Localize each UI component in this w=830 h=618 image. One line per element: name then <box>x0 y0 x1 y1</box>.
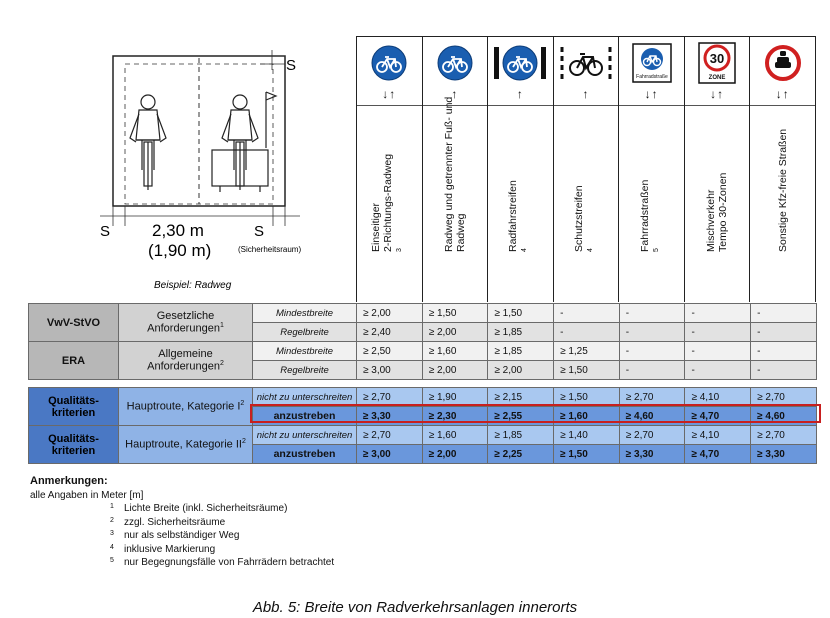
table-cell: ≥ 2,55 <box>488 407 554 426</box>
table-cell: - <box>619 304 685 323</box>
row-category: Qualitäts- kriterien <box>29 388 119 426</box>
table-cell: - <box>619 342 685 361</box>
direction-arrows: ↓↑ <box>775 87 790 101</box>
column-label: Radfahrstreifen $^4$ <box>507 180 529 252</box>
cyclist-left-icon <box>130 95 166 190</box>
table-cell: ≥ 3,00 <box>357 445 423 464</box>
table-cell: - <box>685 361 751 380</box>
table-cell: ≥ 2,00 <box>422 361 488 380</box>
note-item: 4 inklusive Markierung <box>110 543 216 555</box>
table-cell: ≥ 3,00 <box>357 361 423 380</box>
table-cell: ≥ 4,10 <box>685 426 751 445</box>
table-cell: ≥ 2,15 <box>488 388 554 407</box>
column-label: Mischverkehr Tempo 30-Zonen <box>705 172 730 252</box>
table-cell: - <box>619 361 685 380</box>
width-requirements-table <box>28 303 817 464</box>
row-kind-label: nicht zu unterschreiten <box>253 426 357 445</box>
column-header-4 <box>554 36 620 302</box>
note-item: 5 nur Begegnungsfälle von Fahrrädern betrachtet <box>110 557 335 568</box>
table-cell: ≥ 3,30 <box>619 445 685 464</box>
table-cell: ≥ 2,00 <box>488 361 554 380</box>
table-cell: ≥ 1,50 <box>488 304 554 323</box>
notes-intro: alle Angaben in Meter [m] <box>30 489 144 501</box>
table-cell: ≥ 2,70 <box>751 388 817 407</box>
cyclist-width-illustration <box>60 30 350 305</box>
note-item: 3 nur als selbständiger Weg <box>110 530 240 541</box>
table-cell: ≥ 4,10 <box>685 388 751 407</box>
table-cell: ≥ 1,60 <box>422 426 488 445</box>
notes-section <box>30 475 334 570</box>
table-cell: ≥ 1,90 <box>422 388 488 407</box>
safety-space-label: (Sicherheitsraum) <box>238 245 302 254</box>
table-cell: ≥ 3,30 <box>751 445 817 464</box>
table-cell: ≥ 1,50 <box>554 445 620 464</box>
table-cell: ≥ 1,50 <box>554 361 620 380</box>
column-header-7 <box>750 36 816 302</box>
column-header-5 <box>619 36 685 302</box>
s-left-label: S <box>100 223 111 240</box>
s-right-label: S <box>254 223 265 240</box>
table-cell: ≥ 2,50 <box>357 342 423 361</box>
row-subcategory: Gesetzliche Anforderungen$^1$ <box>119 304 253 342</box>
table-cell: ≥ 3,30 <box>357 407 423 426</box>
row-kind-label: anzustreben <box>253 407 357 426</box>
column-header-2 <box>423 36 489 302</box>
table-cell: ≥ 1,60 <box>422 342 488 361</box>
table-cell: - <box>751 342 817 361</box>
table-cell: ≥ 2,25 <box>488 445 554 464</box>
example-label: Beispiel: Radweg <box>154 280 232 291</box>
direction-arrows: ↓↑ <box>382 87 397 101</box>
row-category: VwV-StVO <box>29 304 119 342</box>
table-cell: ≥ 4,70 <box>685 445 751 464</box>
table-cell: ≥ 1,85 <box>488 426 554 445</box>
table-cell: ≥ 2,70 <box>619 426 685 445</box>
s-top-label: S <box>286 57 297 74</box>
direction-arrows: ↓↑ <box>710 87 725 101</box>
notes-title: Anmerkungen: <box>30 475 108 487</box>
table-row <box>29 342 817 361</box>
table-cell: ≥ 1,60 <box>554 407 620 426</box>
table-row <box>29 304 817 323</box>
width-alt-label: (1,90 m) <box>148 241 212 260</box>
table-cell: ≥ 4,70 <box>685 407 751 426</box>
column-headers <box>356 36 816 302</box>
column-label: Radweg und getrennter Fuß- und Radweg <box>442 96 467 252</box>
table-cell: - <box>751 304 817 323</box>
width-main-label: 2,30 m <box>152 221 204 240</box>
table-cell: ≥ 4,60 <box>619 407 685 426</box>
table-cell: ≥ 1,50 <box>422 304 488 323</box>
svg-text:ZONE: ZONE <box>708 75 726 81</box>
row-category: Qualitäts- kriterien <box>29 426 119 464</box>
figure-caption: Abb. 5: Breite von Radverkehrsanlagen innerorts <box>252 599 578 616</box>
cyclist-right-icon <box>212 92 276 192</box>
table-cell: ≥ 2,00 <box>422 323 488 342</box>
table-cell: - <box>685 342 751 361</box>
row-subcategory: Allgemeine Anforderungen$^2$ <box>119 342 253 380</box>
row-kind-label: anzustreben <box>253 445 357 464</box>
direction-arrows: ↓↑ <box>644 87 659 101</box>
row-subcategory: Hauptroute, Kategorie $I^2$ <box>119 388 253 426</box>
column-label: Schutzstreifen $^4$ <box>572 185 594 252</box>
table-cell: ≥ 2,70 <box>357 426 423 445</box>
table-cell: - <box>554 323 620 342</box>
direction-arrows: ↑ <box>451 87 459 101</box>
note-item: 1 Lichte Breite (inkl. Sicherheitsräume) <box>110 503 288 514</box>
table-row <box>29 388 817 407</box>
row-kind-label: nicht zu unterschreiten <box>253 388 357 407</box>
column-header-6 <box>685 36 751 302</box>
column-label: Fahrradstraßen $^5$ <box>638 179 660 252</box>
row-kind-label: Regelbreite <box>253 361 357 380</box>
svg-text:30: 30 <box>709 51 725 66</box>
table-cell: ≥ 4,60 <box>751 407 817 426</box>
row-kind-label: Regelbreite <box>253 323 357 342</box>
table-cell: - <box>619 323 685 342</box>
table-cell: ≥ 2,70 <box>619 388 685 407</box>
column-header-1 <box>357 36 423 302</box>
row-kind-label: Mindestbreite <box>253 342 357 361</box>
row-kind-label: Mindestbreite <box>253 304 357 323</box>
table-cell: ≥ 2,30 <box>422 407 488 426</box>
svg-text:Fahrradstraße: Fahrradstraße <box>635 74 668 80</box>
table-cell: ≥ 2,40 <box>357 323 423 342</box>
table-cell: ≥ 1,85 <box>488 323 554 342</box>
table-cell: - <box>685 323 751 342</box>
table-cell: - <box>685 304 751 323</box>
note-item: 2 zzgl. Sicherheitsräume <box>110 516 226 528</box>
table-cell: ≥ 2,00 <box>422 445 488 464</box>
table-cell: - <box>751 361 817 380</box>
table-cell: ≥ 1,50 <box>554 388 620 407</box>
row-category: ERA <box>29 342 119 380</box>
table-cell: ≥ 2,70 <box>357 388 423 407</box>
column-label: Sonstige Kfz-freie Straßen <box>776 128 789 252</box>
table-cell: ≥ 1,40 <box>554 426 620 445</box>
row-subcategory: Hauptroute, Kategorie $II^2$ <box>119 426 253 464</box>
table-cell: ≥ 1,85 <box>488 342 554 361</box>
table-row <box>29 426 817 445</box>
table-cell: ≥ 2,00 <box>357 304 423 323</box>
table-cell: - <box>554 304 620 323</box>
table-cell: ≥ 1,25 <box>554 342 620 361</box>
direction-arrows: ↑ <box>582 87 590 101</box>
column-header-3 <box>488 36 554 302</box>
table-cell: ≥ 2,70 <box>751 426 817 445</box>
column-label: Einseitiger 2-Richtungs-Radweg $^3$ <box>370 153 404 252</box>
table-cell: - <box>751 323 817 342</box>
direction-arrows: ↑ <box>516 87 524 101</box>
